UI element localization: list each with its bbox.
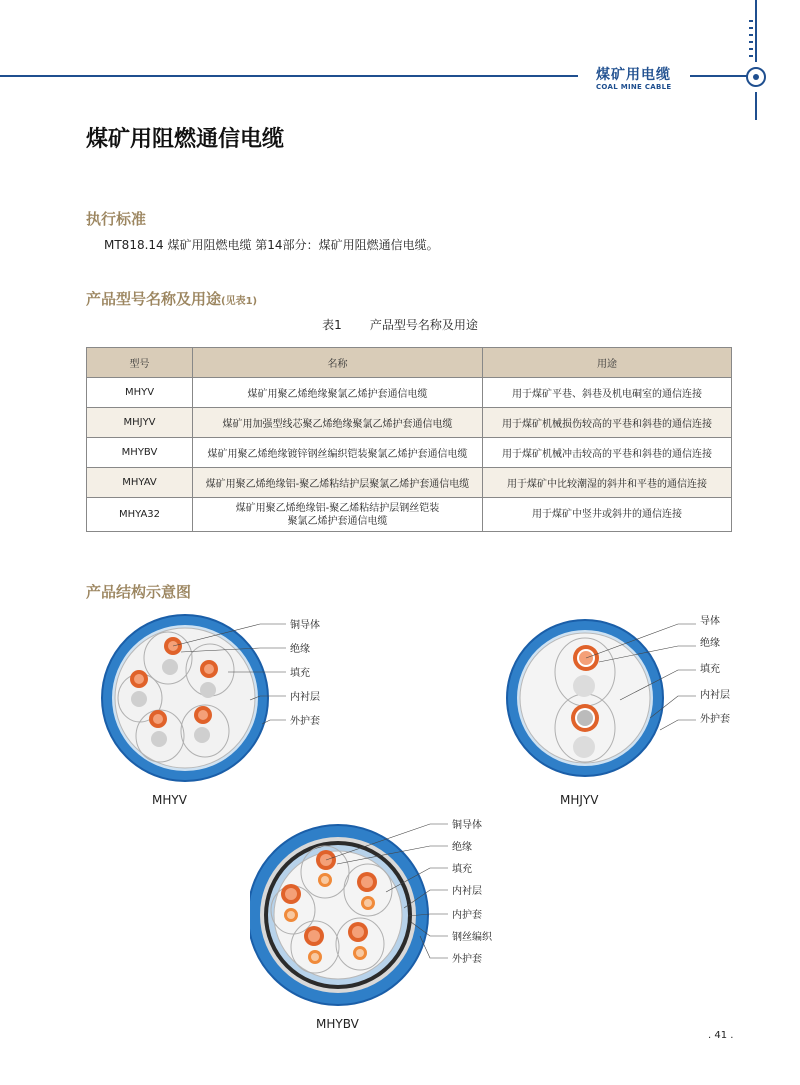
cell-name: 煤矿用加强型线芯聚乙烯绝缘聚氯乙烯护套通信电缆 [193,408,483,438]
header-category-cn: 煤矿用电缆 [596,67,671,83]
table-row [87,498,732,532]
mhyv-diagram [70,608,370,798]
header-target-icon [746,67,766,87]
mhjyv-label-inner-lining: 内衬层 [700,690,730,701]
cell-name: 煤矿用聚乙烯绝缘铝-聚乙烯粘结护层聚氯乙烯护套通信电缆 [193,468,483,498]
table-header-row [87,348,732,378]
page-title: 煤矿用阻燃通信电缆 [86,127,285,152]
models-heading-note: (见表1) [221,296,258,307]
structure-heading: 产品结构示意图 [86,583,192,601]
mhyv-label-conductor: 铜导体 [290,620,320,631]
cell-model: MHYBV [87,438,193,468]
table-header-name: 名称 [193,348,483,378]
cell-use: 用于煤矿机械损伤较高的平巷和斜巷的通信连接 [483,408,732,438]
mhybv-label-outer-sheath: 外护套 [452,954,482,965]
cell-model: MHJYV [87,408,193,438]
mhybv-label-filler: 填充 [452,864,472,875]
mhjyv-label-outer-sheath: 外护套 [700,714,730,725]
header-vertical-rule-lower [755,92,757,120]
cell-model: MHYAV [87,468,193,498]
header-dotted-rule [749,20,753,60]
mhybv-caption: MHYBV [316,1017,359,1031]
cell-name: 煤矿用聚乙烯绝缘镀锌钢丝编织铠装聚氯乙烯护套通信电缆 [193,438,483,468]
cell-name [193,498,483,532]
table-row [87,438,732,468]
cell-use: 用于煤矿平巷、斜巷及机电硐室的通信连接 [483,378,732,408]
cell-model: MHYA32 [87,498,193,532]
mhjyv-label-conductor: 导体 [700,616,720,627]
header-vertical-rule [755,0,757,62]
mhyv-cross-section [70,608,370,798]
mhyv-label-inner-lining: 内衬层 [290,692,320,703]
cell-name: 煤矿用聚乙烯绝缘聚氯乙烯护套通信电缆 [193,378,483,408]
mhyv-label-filler: 填充 [290,668,310,679]
mhyv-caption: MHYV [152,793,187,807]
table-row [87,378,732,408]
cell-model: MHYV [87,378,193,408]
page-number: . 41 . [708,1030,734,1041]
mhjyv-label-filler: 填充 [700,664,720,675]
header-rule [0,75,578,77]
table-caption-no: 表1 [322,318,342,332]
table-caption [0,316,800,333]
header-category-en: COAL MINE CABLE [596,83,672,91]
mhjyv-caption: MHJYV [560,793,599,807]
mhyv-label-outer-sheath: 外护套 [290,716,320,727]
mhybv-label-steel-braid: 钢丝编织 [452,932,492,943]
models-heading-text: 产品型号名称及用途 [86,290,222,308]
standard-text: MT818.14 煤矿用阻燃电缆 第14部分：煤矿用阻燃通信电缆。 [104,238,439,252]
standard-heading: 执行标准 [86,210,147,228]
mhybv-diagram [250,812,510,1017]
table-header-use: 用途 [483,348,732,378]
mhyv-label-insulation: 绝缘 [290,644,310,655]
mhybv-label-insulation: 绝缘 [452,842,472,853]
table-header-model: 型号 [87,348,193,378]
cell-use: 用于煤矿中比较潮湿的斜井和平巷的通信连接 [483,468,732,498]
mhjyv-label-insulation: 绝缘 [700,638,720,649]
mhybv-label-inner-lining: 内衬层 [452,886,482,897]
cell-name-line1: 煤矿用聚乙烯绝缘铝-聚乙烯粘结护层钢丝铠装 [235,502,440,514]
cell-name-line2: 聚氯乙烯护套通信电缆 [287,515,388,527]
models-heading [86,288,257,309]
model-table [86,347,732,532]
mhybv-label-inner-sheath: 内护套 [452,910,482,921]
mhjyv-diagram [500,610,760,790]
table-row [87,468,732,498]
header-rule-right [690,75,750,77]
table-caption-title: 产品型号名称及用途 [369,318,478,332]
cell-use: 用于煤矿机械冲击较高的平巷和斜巷的通信连接 [483,438,732,468]
mhybv-label-conductor: 铜导体 [452,820,482,831]
cell-use: 用于煤矿中竖井或斜井的通信连接 [483,498,732,532]
table-row [87,408,732,438]
